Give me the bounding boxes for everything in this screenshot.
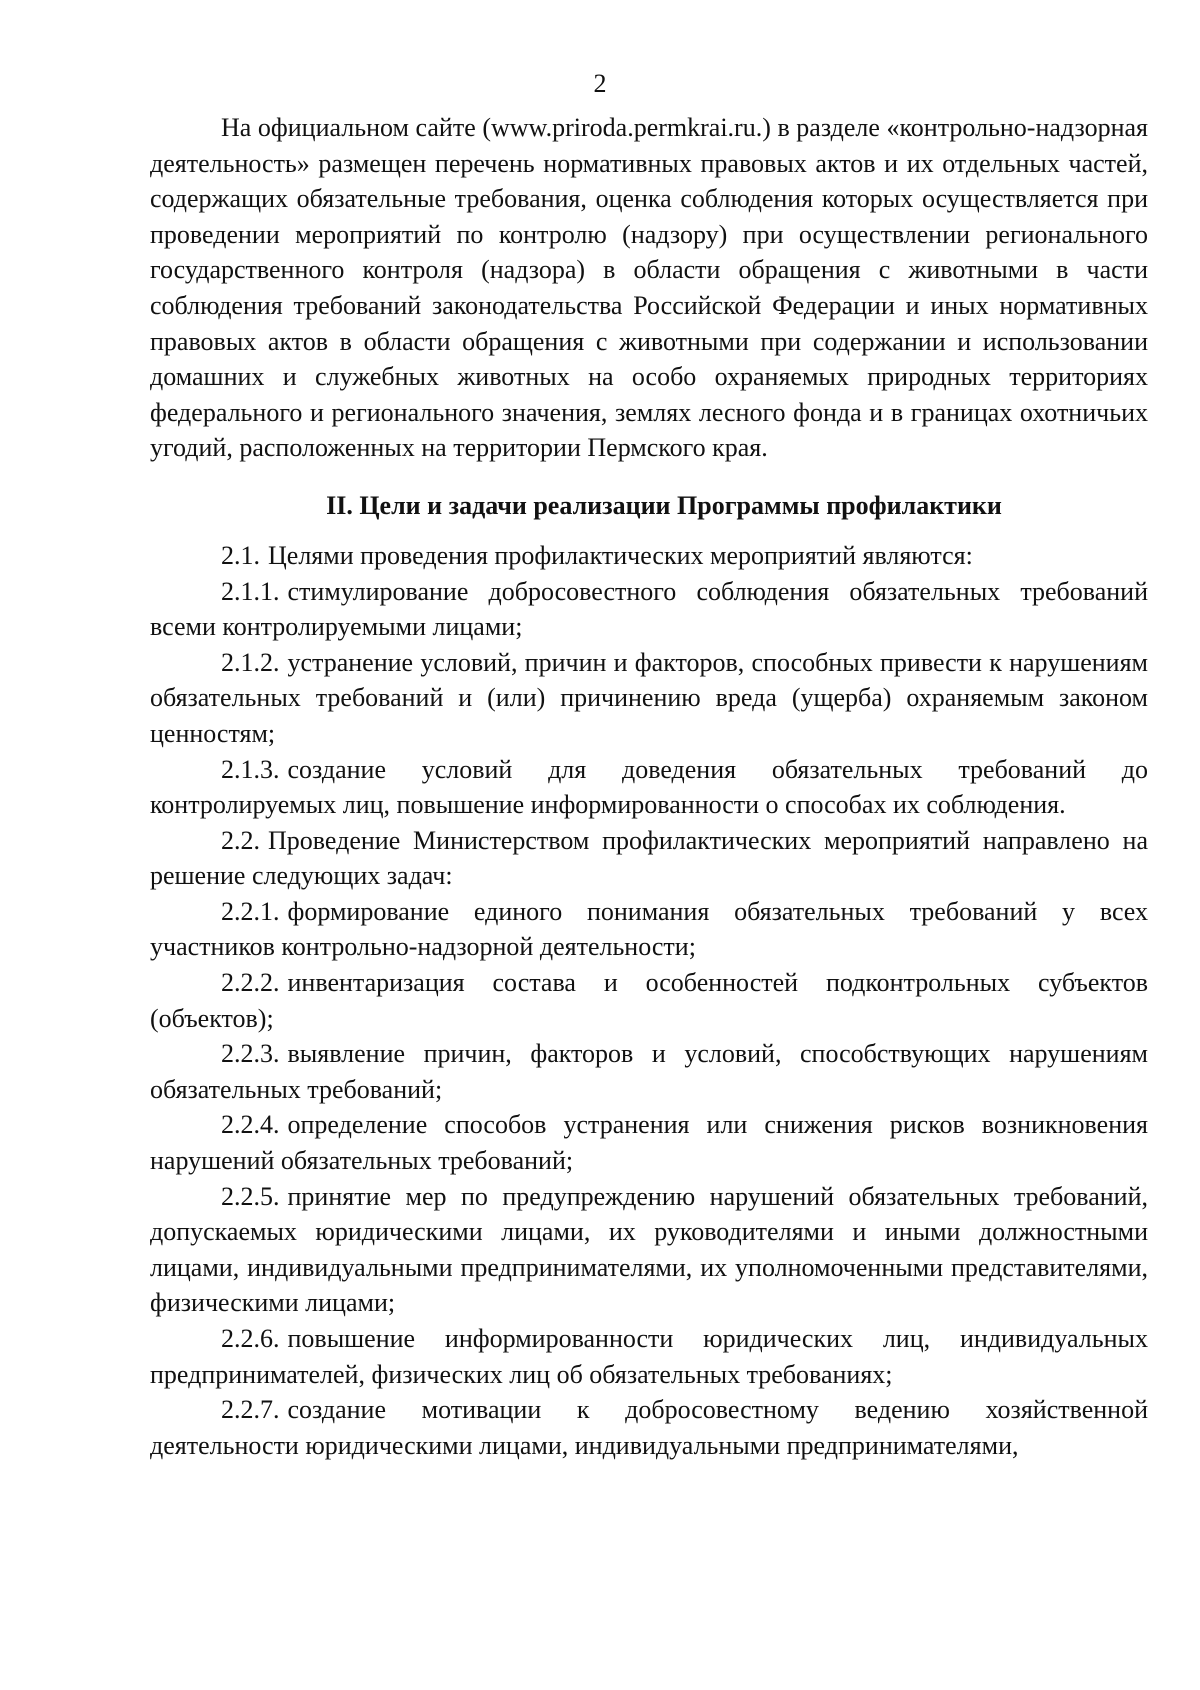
list-item (150, 1321, 1148, 1392)
item-text: инвентаризация состава и особенностей подконтрольных субъектов (объектов); (150, 968, 1148, 1033)
list-item (150, 574, 1148, 645)
list-item (150, 645, 1148, 752)
item-text: принятие мер по предупреждению нарушений обязательных требований, допускаемых юридическими лицами, их руководителями и иными должностными лицами, индивидуальными предпринимателями, их уполномоченными представителями, физическими лицами; (150, 1181, 1148, 1318)
item-text: определение способов устранения или снижения рисков возникновения нарушений обязательных требований; (150, 1110, 1148, 1176)
item-number: 2.1.3. (221, 754, 280, 784)
list-item (150, 538, 1148, 574)
item-text: выявление причин, факторов и условий, способствующих нарушениям обязательных требований; (150, 1039, 1148, 1104)
item-number: 2.2.3. (221, 1039, 280, 1069)
item-number: 2.2.6. (221, 1324, 280, 1353)
item-text: стимулирование добросовестного соблюдения обязательных требований всеми контролируемыми лицами; (150, 576, 1148, 642)
item-number: 2.2.7. (221, 1395, 280, 1425)
item-number: 2.2.4. (221, 1110, 280, 1140)
page-number: 2 (593, 69, 607, 98)
item-text: создание условий для доведения обязательных требований до контролируемых лиц, повышение информированности о способах их соблюдения. (150, 754, 1148, 820)
item-number: 2.1.1. (221, 576, 280, 606)
document-body (150, 110, 1148, 1463)
item-text: Проведение Министерством профилактических мероприятий направлено на решение следующих задач: (150, 825, 1148, 891)
list-item (150, 1107, 1148, 1178)
list-item (150, 823, 1148, 894)
item-text: повышение информированности юридических лиц, индивидуальных предпринимателей, физических лиц об обязательных требованиях; (150, 1324, 1148, 1389)
list-item (150, 965, 1148, 1036)
item-number: 2.2.5. (221, 1181, 280, 1211)
section-heading: II. Цели и задачи реализации Программы профилактики (326, 490, 1002, 520)
list-item (150, 1179, 1148, 1321)
item-number: 2.1.2. (221, 647, 280, 677)
item-number: 2.2.1. (221, 896, 280, 926)
item-text: создание мотивации к добросовестному ведению хозяйственной деятельности юридическими лицами, индивидуальными предпринимателями, (150, 1395, 1148, 1460)
list-item (150, 1036, 1148, 1107)
list-item (150, 894, 1148, 965)
list-item (150, 1392, 1148, 1463)
item-text: формирование единого понимания обязательных требований у всех участников контрольно-надзорной деятельности; (150, 896, 1148, 962)
intro-paragraph: На официальном сайте (www.priroda.permkrai.ru.) в разделе «контрольно-надзорная деятельность» размещен перечень нормативных правовых актов и их отдельных частей, содержащих обязательные требования, оценка соблюдения которых осуществляется при проведении мероприятий по контролю (надзору) при осуществлении регионального государственного контроля (надзора) в области обращения с животными в части соблюдения требований законодательства Российской Федерации и иных нормативных правовых актов в области обращения с животными при содержании и использовании домашних и служебных животных на особо охраняемых природных территориях федерального и регионального значения, землях лесного фонда и в границах охотничьих угодий, расположенных на территории Пермского края. (150, 113, 1148, 463)
goals-tasks-list (150, 538, 1148, 1463)
item-number: 2.1. (221, 540, 260, 570)
list-item (150, 752, 1148, 823)
item-text: Целями проведения профилактических мероприятий являются: (268, 540, 973, 570)
item-text: устранение условий, причин и факторов, способных привести к нарушениям обязательных требований и (или) причинению вреда (ущерба) охраняемым законом ценностям; (150, 647, 1148, 748)
item-number: 2.2.2. (221, 968, 280, 998)
item-number: 2.2. (221, 825, 260, 855)
